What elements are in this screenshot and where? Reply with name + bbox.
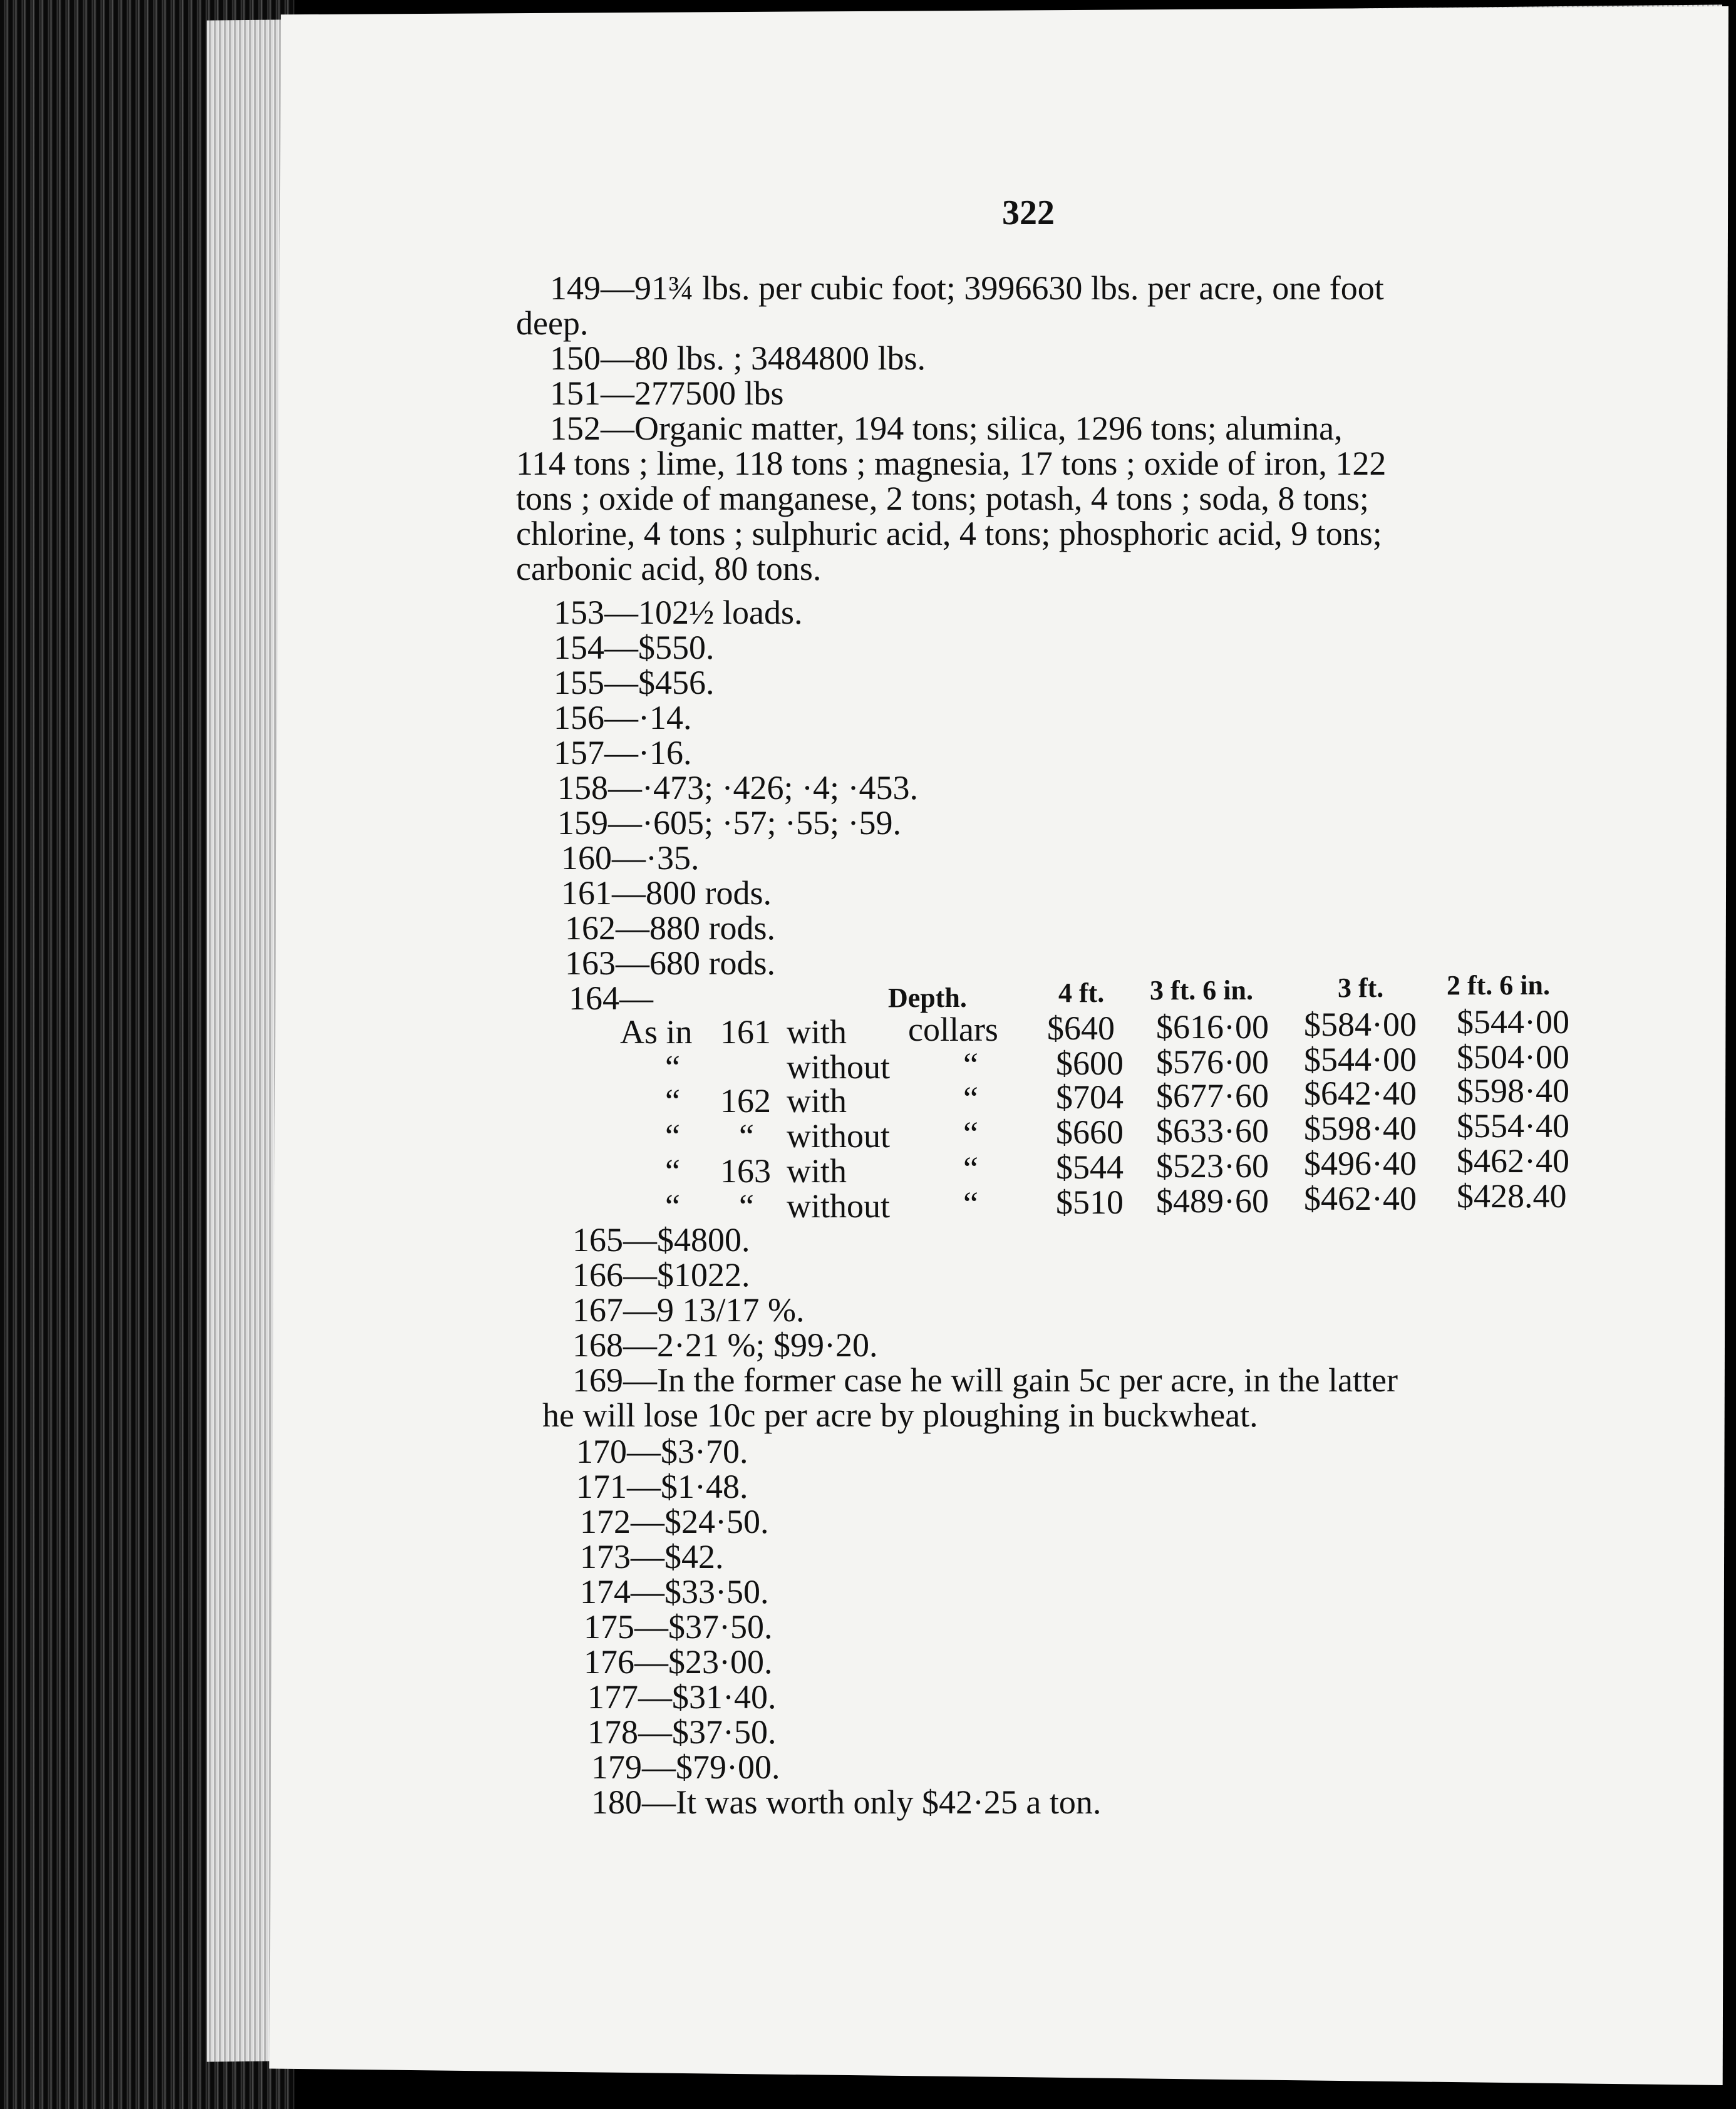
table-cell: $616·00 bbox=[1156, 1008, 1269, 1046]
answer-line: 171—$1·48. bbox=[576, 1468, 748, 1505]
row-prefix: “ bbox=[665, 1117, 680, 1155]
table-header: 3 ft. 6 in. bbox=[1150, 975, 1253, 1006]
table-cell: $544·00 bbox=[1457, 1003, 1569, 1041]
answer-line: 179—$79·00. bbox=[591, 1748, 780, 1786]
table-cell: $642·40 bbox=[1304, 1075, 1417, 1112]
table-cell: $633·60 bbox=[1156, 1112, 1269, 1150]
answer-line: 166—$1022. bbox=[572, 1256, 750, 1294]
answer-line: 114 tons ; lime, 118 tons ; magnesia, 17 tons ; oxide of iron, 122 bbox=[516, 445, 1387, 482]
table-cell: $428.40 bbox=[1457, 1177, 1567, 1215]
row-prefix: “ bbox=[665, 1082, 680, 1120]
answer-line: 156—·14. bbox=[554, 699, 692, 736]
table-cell: $462·40 bbox=[1304, 1180, 1417, 1217]
table-cell: $544 bbox=[1056, 1148, 1124, 1186]
row-prefix: “ bbox=[665, 1152, 680, 1190]
answer-line: 162—880 rods. bbox=[565, 909, 775, 947]
table-cell: $598·40 bbox=[1304, 1110, 1417, 1147]
row-mode: with bbox=[787, 1082, 847, 1120]
table-cell: $496·40 bbox=[1304, 1145, 1417, 1182]
table-cell: $598·40 bbox=[1457, 1072, 1569, 1110]
answer-line: 161—800 rods. bbox=[561, 874, 772, 912]
answer-line: 172—$24·50. bbox=[580, 1503, 769, 1540]
row-number: 162 bbox=[720, 1082, 771, 1120]
table-cell: $600 bbox=[1056, 1044, 1124, 1082]
answer-line: 163—680 rods. bbox=[565, 944, 775, 982]
row-item: “ bbox=[963, 1046, 978, 1083]
answer-line: 154—$550. bbox=[554, 629, 715, 666]
table-header: 2 ft. 6 in. bbox=[1447, 970, 1550, 1001]
table-header: Depth. bbox=[888, 982, 967, 1013]
row-number: 163 bbox=[720, 1152, 771, 1190]
table-cell: $462·40 bbox=[1457, 1142, 1569, 1180]
answer-line: 176—$23·00. bbox=[584, 1643, 773, 1681]
row-item: “ bbox=[963, 1185, 978, 1222]
answer-line: 173—$42. bbox=[580, 1538, 724, 1575]
answer-line: tons ; oxide of manganese, 2 tons; potash, 4 tons ; soda, 8 tons; bbox=[516, 480, 1369, 517]
table-cell: $677·60 bbox=[1156, 1077, 1269, 1115]
answer-line: 151—277500 lbs bbox=[550, 374, 784, 412]
answer-line: 175—$37·50. bbox=[584, 1608, 773, 1646]
answer-line: 150—80 lbs. ; 3484800 lbs. bbox=[550, 339, 926, 377]
answer-line: 180—It was worth only $42·25 a ton. bbox=[591, 1783, 1102, 1821]
table-cell: $489·60 bbox=[1156, 1182, 1269, 1220]
answer-line: 157—·16. bbox=[554, 734, 692, 771]
row-number: “ bbox=[739, 1187, 754, 1225]
table-cell: $640 bbox=[1047, 1009, 1115, 1047]
answer-line: 152—Organic matter, 194 tons; silica, 1296 tons; alumina, bbox=[550, 410, 1343, 447]
answer-line: 178—$37·50. bbox=[587, 1713, 777, 1751]
row-mode: with bbox=[787, 1152, 847, 1190]
table-cell: $544·00 bbox=[1304, 1041, 1417, 1078]
table-cell: $660 bbox=[1056, 1113, 1124, 1151]
row-item: “ bbox=[963, 1115, 978, 1152]
answer-line: he will lose 10c per acre by ploughing in buckwheat. bbox=[542, 1396, 1258, 1434]
table-cell: $554·40 bbox=[1457, 1107, 1569, 1145]
answer-line: 153—102½ loads. bbox=[554, 594, 803, 631]
row-mode: with bbox=[787, 1013, 847, 1051]
answer-line: 158—·473; ·426; ·4; ·453. bbox=[557, 769, 918, 807]
row-item: collars bbox=[908, 1011, 998, 1048]
answer-line: 177—$31·40. bbox=[587, 1678, 777, 1716]
answer-line: 155—$456. bbox=[554, 664, 715, 701]
table-cell: $510 bbox=[1056, 1183, 1124, 1221]
answer-line: 169—In the former case he will gain 5c per acre, in the latter bbox=[572, 1361, 1398, 1399]
answer-line: chlorine, 4 tons ; sulphuric acid, 4 tons; phosphoric acid, 9 tons; bbox=[516, 515, 1382, 552]
answer-line: 160—·35. bbox=[561, 839, 700, 877]
answer-line: 159—·605; ·57; ·55; ·59. bbox=[557, 804, 901, 842]
table-cell: $504·00 bbox=[1457, 1038, 1569, 1076]
answer-line: 168—2·21 %; $99·20. bbox=[572, 1326, 878, 1364]
table-cell: $576·00 bbox=[1156, 1043, 1269, 1081]
row-number: “ bbox=[739, 1117, 754, 1155]
table-cell: $523·60 bbox=[1156, 1147, 1269, 1185]
table-header: 4 ft. bbox=[1058, 977, 1105, 1008]
page-number: 322 bbox=[1002, 193, 1055, 232]
row-prefix: “ bbox=[665, 1048, 680, 1086]
row-item: “ bbox=[963, 1150, 978, 1187]
row-mode: without bbox=[787, 1117, 891, 1155]
table-header: 3 ft. bbox=[1338, 972, 1384, 1003]
row-prefix: As in bbox=[620, 1013, 693, 1051]
row-item: “ bbox=[963, 1080, 978, 1117]
answer-line: carbonic acid, 80 tons. bbox=[516, 550, 822, 587]
table-cell: $584·00 bbox=[1304, 1006, 1417, 1043]
answer-line: 170—$3·70. bbox=[576, 1433, 748, 1470]
row-mode: without bbox=[787, 1187, 891, 1225]
row-mode: without bbox=[787, 1048, 891, 1086]
answer-line: 174—$33·50. bbox=[580, 1573, 769, 1611]
answer-line: 165—$4800. bbox=[572, 1221, 750, 1259]
answer-line: 149—91¾ lbs. per cubic foot; 3996630 lbs. per acre, one foot bbox=[550, 269, 1384, 307]
row-number: 161 bbox=[720, 1013, 771, 1051]
answer-line: 167—9 13/17 %. bbox=[572, 1291, 805, 1329]
answer-line: deep. bbox=[516, 304, 589, 342]
table-cell: $704 bbox=[1056, 1078, 1124, 1116]
row-prefix: “ bbox=[665, 1187, 680, 1225]
table-label: 164— bbox=[569, 979, 653, 1017]
